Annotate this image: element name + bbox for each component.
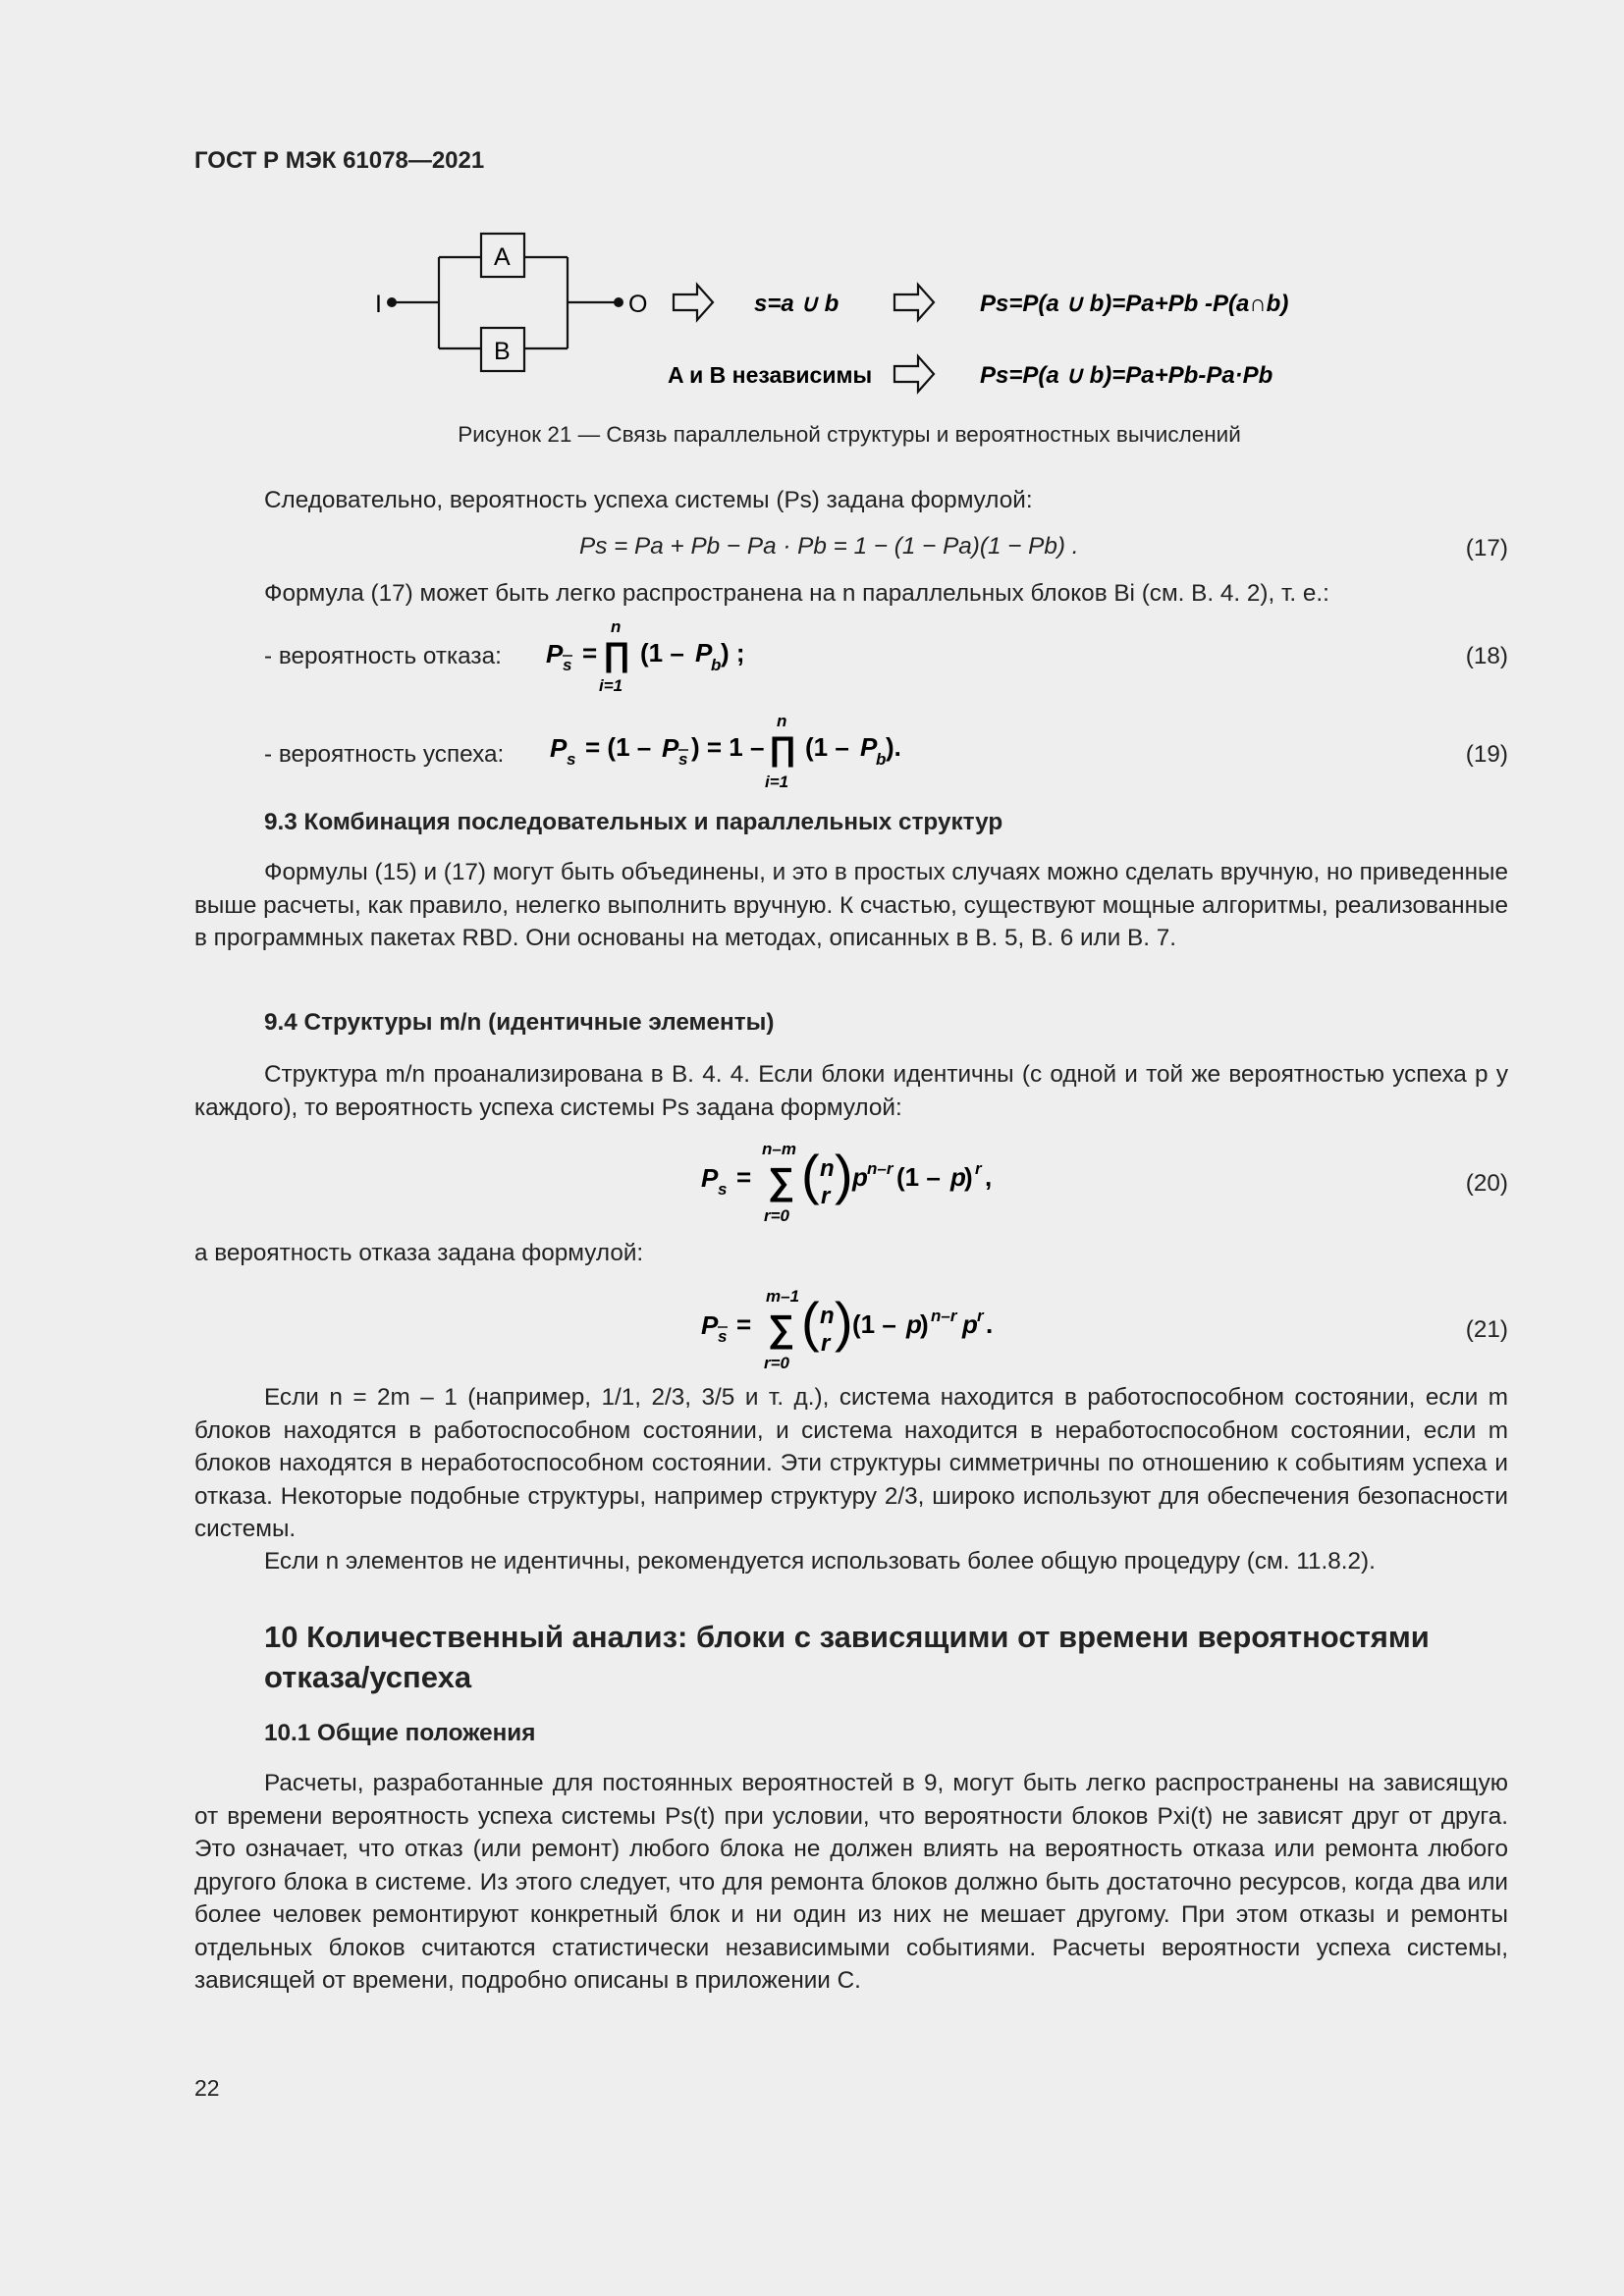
svg-text:,: , bbox=[985, 1162, 993, 1192]
svg-text:r: r bbox=[975, 1159, 982, 1178]
svg-text:i=1: i=1 bbox=[599, 676, 623, 695]
page-number: 22 bbox=[194, 2075, 220, 2101]
svg-text:(1 –: (1 – bbox=[896, 1162, 941, 1192]
svg-text:(1 –: (1 – bbox=[852, 1309, 896, 1339]
equation-number: (17) bbox=[1465, 535, 1508, 561]
svg-text:p: p bbox=[962, 1309, 978, 1339]
svg-text:= (1 –: = (1 – bbox=[585, 732, 652, 762]
svg-text:p: p bbox=[852, 1162, 868, 1192]
paragraph: Структура m/n проанализирована в В. 4. 4. Если блоки идентичны (с одной и той же вероятностью успеха p у каждого), то вероятность успеха системы Ps задана формулой: bbox=[194, 1061, 1508, 1121]
failure-label: - вероятность отказа: bbox=[264, 643, 502, 669]
svg-text:P: P bbox=[546, 639, 564, 668]
paragraph: Если n элементов не идентичны, рекомендуется использовать более общую процедуру (см. 11.8.2). bbox=[264, 1548, 1376, 1575]
equation-number: (21) bbox=[1465, 1316, 1508, 1343]
svg-text:=: = bbox=[736, 1309, 752, 1339]
parallel-structure-figure bbox=[0, 216, 1624, 412]
svg-text:): ) bbox=[835, 1144, 853, 1205]
success-label: - вероятность успеха: bbox=[264, 741, 505, 768]
ps-formula-general: Ps=P(a ∪ b)=Pa+Pb -P(a∩b) bbox=[980, 291, 1289, 317]
svg-text:p: p bbox=[906, 1309, 922, 1339]
paragraph: Следовательно, вероятность успеха системы (Ps) задана формулой: bbox=[264, 487, 1033, 513]
equation-21-graphic bbox=[697, 1284, 1021, 1376]
svg-text:b: b bbox=[711, 656, 722, 674]
svg-text:(1 –: (1 – bbox=[640, 638, 684, 667]
ps-formula-independent: Ps=P(a ∪ b)=Pa+Pb-Pa·Pb bbox=[980, 362, 1273, 389]
svg-text:n–r: n–r bbox=[867, 1159, 893, 1178]
svg-text:): ) bbox=[920, 1309, 929, 1339]
svg-text:=: = bbox=[582, 638, 598, 667]
svg-text:n: n bbox=[777, 712, 787, 730]
svg-text:n: n bbox=[820, 1303, 835, 1329]
equation-number: (20) bbox=[1465, 1170, 1508, 1197]
arrow-icon bbox=[894, 285, 934, 320]
svg-text:) ;: ) ; bbox=[721, 638, 745, 667]
svg-text:=: = bbox=[736, 1162, 752, 1192]
document-header: ГОСТ Р МЭК 61078—2021 bbox=[194, 147, 485, 174]
svg-text:P: P bbox=[695, 638, 713, 667]
svg-text:i=1: i=1 bbox=[765, 773, 789, 791]
chapter-heading-10: 10 Количественный анализ: блоки с зависящими от времени вероятностями отказа/успеха bbox=[264, 1620, 1430, 1694]
paragraph: Формула (17) может быть легко распространена на n параллельных блоков Bi (см. В. 4. 2), т. е.: bbox=[264, 580, 1329, 607]
figure-caption: Рисунок 21 — Связь параллельной структуры и вероятностных вычислений bbox=[458, 422, 1241, 447]
paragraph: Если n = 2m – 1 (например, 1/1, 2/3, 3/5 и т. д.), система находится в работоспособном состоянии, если m блоков находятся в работоспособном состоянии, и система находится в неработоспособном состоянии, если m блоков находятся в неработоспособном состоянии. Эти структуры симметричны по отношению к событиям успеха и отказа. Некоторые подобные структуры, например структуру 2/3, широко используют для обеспечения безопасности системы. bbox=[194, 1384, 1508, 1542]
paragraph: Формулы (15) и (17) могут быть объединены, и это в простых случаях можно сделать вручную, но приведенные выше расчеты, как правило, нелегко выполнить вручную. К счастью, существуют мощные алгоритмы, реализованные в программных пакетах RBD. Они основаны на методах, описанных в В. 5, В. 6 или В. 7. bbox=[194, 859, 1508, 951]
svg-text:∏: ∏ bbox=[769, 730, 796, 768]
equation-20-graphic bbox=[697, 1139, 1021, 1229]
svg-text:r=0: r=0 bbox=[764, 1206, 789, 1225]
svg-text:): ) bbox=[835, 1291, 853, 1353]
svg-text:b: b bbox=[876, 750, 887, 769]
equation-number: (18) bbox=[1465, 643, 1508, 669]
paragraph: а вероятность отказа задана формулой: bbox=[194, 1240, 644, 1266]
block-a-label: A bbox=[494, 243, 511, 271]
independence-label: A и B независимы bbox=[668, 362, 873, 388]
svg-text:.: . bbox=[986, 1309, 994, 1339]
svg-text:r=0: r=0 bbox=[764, 1354, 789, 1372]
svg-text:).: ). bbox=[886, 732, 901, 762]
svg-text:(: ( bbox=[801, 1144, 820, 1205]
arrow-icon bbox=[674, 285, 713, 320]
svg-text:∑: ∑ bbox=[768, 1161, 795, 1202]
svg-text:s: s bbox=[678, 750, 688, 769]
output-node bbox=[614, 297, 623, 307]
svg-text:(: ( bbox=[801, 1291, 820, 1353]
svg-text:): ) bbox=[964, 1162, 973, 1192]
output-label: O bbox=[628, 291, 648, 318]
svg-text:s: s bbox=[718, 1180, 728, 1199]
svg-text:n: n bbox=[820, 1155, 835, 1182]
svg-text:n–r: n–r bbox=[931, 1307, 957, 1325]
block-b-label: B bbox=[494, 338, 511, 365]
section-heading-9-4: 9.4 Структуры m/n (идентичные элементы) bbox=[264, 1009, 775, 1036]
svg-text:r: r bbox=[977, 1307, 984, 1325]
equation-18-graphic bbox=[538, 616, 774, 699]
svg-text:p: p bbox=[950, 1162, 966, 1192]
svg-text:) = 1 –: ) = 1 – bbox=[691, 732, 765, 762]
svg-text:m–1: m–1 bbox=[766, 1287, 800, 1306]
arrow-icon bbox=[894, 356, 934, 392]
svg-text:P: P bbox=[550, 733, 568, 763]
svg-text:∏: ∏ bbox=[603, 636, 630, 673]
input-node bbox=[387, 297, 397, 307]
input-label: I bbox=[375, 291, 382, 318]
svg-text:P: P bbox=[701, 1310, 719, 1340]
svg-text:n–m: n–m bbox=[762, 1140, 796, 1158]
equation-number: (19) bbox=[1465, 741, 1508, 768]
section-heading-9-3: 9.3 Комбинация последовательных и параллельных структур bbox=[264, 809, 1003, 835]
section-heading-10-1: 10.1 Общие положения bbox=[264, 1720, 536, 1746]
svg-text:(1 –: (1 – bbox=[805, 732, 849, 762]
svg-text:s: s bbox=[718, 1327, 728, 1346]
union-formula: s=a ∪ b bbox=[754, 291, 839, 317]
svg-text:r: r bbox=[821, 1330, 831, 1357]
svg-text:P: P bbox=[701, 1163, 719, 1193]
svg-text:n: n bbox=[611, 617, 622, 636]
svg-text:P: P bbox=[860, 732, 878, 762]
svg-text:∑: ∑ bbox=[768, 1308, 795, 1350]
paragraph: Расчеты, разработанные для постоянных вероятностей в 9, могут быть легко распространены на зависящую от времени вероятность успеха системы Ps(t) при условии, что вероятности блоков Pxi(t) не зависят друг от друга. Это означает, что отказ (или ремонт) любого блока не должен влиять на вероятность отказа или ремонта любого другого блока в системе. Из этого следует, что для ремонта блоков должно быть достаточно ресурсов, когда два или более человек ремонтируют конкретный блок и ни один из них не мешает другому. При этом отказы и ремонты отдельных блоков считаются статистически независимыми событиями. Расчеты вероятности успеха системы, зависящей от времени, подробно описаны в приложении С. bbox=[194, 1770, 1508, 1994]
svg-text:r: r bbox=[821, 1183, 831, 1209]
svg-text:P: P bbox=[662, 733, 679, 763]
equation-17: Ps = Pa + Pb − Pa · Pb = 1 − (1 − Pa)(1 − Pb) . bbox=[579, 533, 1079, 560]
equation-19-graphic bbox=[546, 711, 919, 795]
svg-text:s: s bbox=[563, 656, 572, 674]
svg-text:s: s bbox=[567, 750, 576, 769]
